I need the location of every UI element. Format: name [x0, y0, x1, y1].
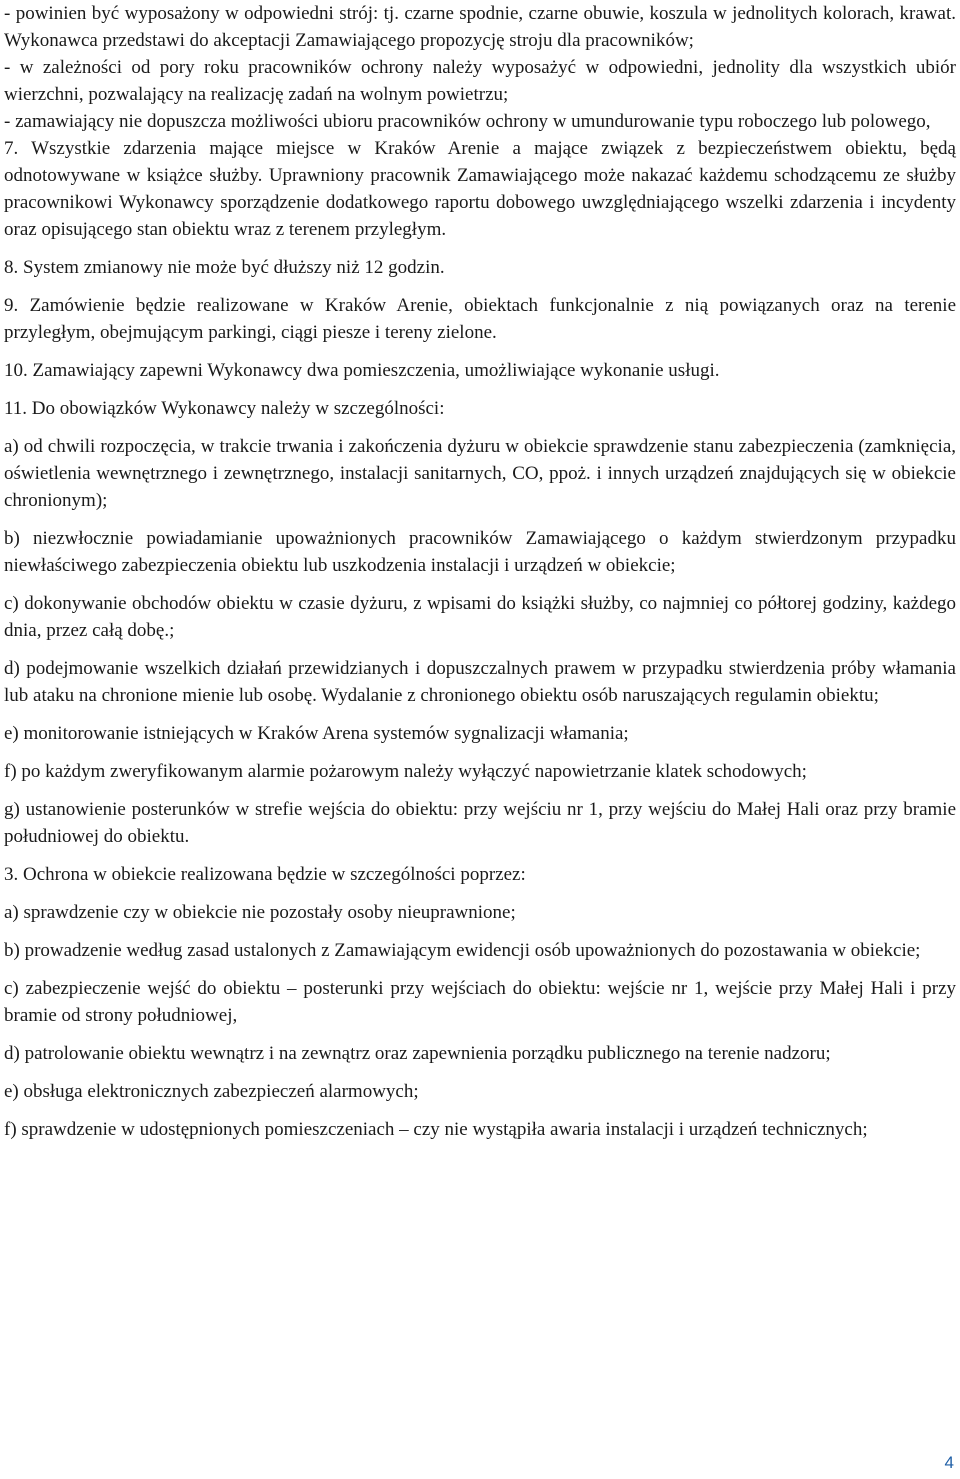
paragraph-item-3d: d) patrolowanie obiektu wewnątrz i na zewnątrz oraz zapewnienia porządku publicznego na terenie nadzoru;: [4, 1043, 831, 1064]
page-number: 4: [944, 1453, 954, 1472]
paragraph-item-7: 7. Wszystkie zdarzenia mające miejsce w Kraków Arenie a mające związek z bezpieczeństwem obiektu, będą odnotowywane w książce służby. Uprawniony pracownik Zamawiającego może nakazać każdemu schodzącemu ze służby pracownikowi Wykonawcy sporządzenie dodatkowego raportu dobowego uwzględniającego wszelki zdarzenia i incydenty oraz opisującego stan obiektu wraz z terenem przyległym.: [4, 138, 956, 240]
paragraph-item-3f: f) sprawdzenie w udostępnionych pomieszczeniach – czy nie wystąpiła awaria instalacji i urządzeń technicznych;: [4, 1119, 868, 1140]
paragraph-item-11g: g) ustanowienie posterunków w strefie wejścia do obiektu: przy wejściu nr 1, przy wejściu do Małej Hali oraz przy bramie południowej do obiektu.: [4, 799, 956, 847]
paragraph-item-11e: e) monitorowanie istniejących w Kraków Arena systemów sygnalizacji włamania;: [4, 723, 629, 744]
document-page: [4, 0, 956, 1143]
paragraph-item-9: 9. Zamówienie będzie realizowane w Kraków Arenie, obiektach funkcjonalnie z nią powiązanych oraz na terenie przyległym, obejmującym parkingi, ciągi piesze i tereny zielone.: [4, 295, 956, 343]
paragraph-item-11a: a) od chwili rozpoczęcia, w trakcie trwania i zakończenia dyżuru w obiekcie sprawdzenie stanu zabezpieczenia (zamknięcia, oświetlenia wewnętrznego i zewnętrznego, instalacji sanitarnych, CO, ppoż. i innych urządzeń znajdujących się w obiekcie chronionym);: [4, 436, 956, 511]
paragraph-seasonal-clothing: - w zależności od pory roku pracowników ochrony należy wyposażyć w odpowiedni, jednolity dla wszystkich ubiór wierzchni, pozwalający na realizację zadań na wolnym powietrzu;: [4, 57, 956, 105]
paragraph-item-11c: c) dokonywanie obchodów obiektu w czasie dyżuru, z wpisami do książki służby, co najmniej co półtorej godziny, każdego dnia, przez całą dobę.;: [4, 593, 956, 641]
paragraph-item-3a: a) sprawdzenie czy w obiekcie nie pozostały osoby nieuprawnione;: [4, 902, 516, 923]
paragraph-item-11b: b) niezwłocznie powiadamianie upoważnionych pracowników Zamawiającego o każdym stwierdzonym przypadku niewłaściwego zabezpieczenia obiektu lub uszkodzenia instalacji i urządzeń w obiekcie;: [4, 528, 956, 576]
paragraph-item-11: 11. Do obowiązków Wykonawcy należy w szczególności:: [4, 398, 445, 419]
paragraph-item-11f: f) po każdym zweryfikowanym alarmie pożarowym należy wyłączyć napowietrzanie klatek schodowych;: [4, 761, 807, 782]
paragraph-item-8: 8. System zmianowy nie może być dłuższy niż 12 godzin.: [4, 257, 445, 278]
paragraph-item-3b: b) prowadzenie według zasad ustalonych z Zamawiającym ewidencji osób upoważnionych do pozostawania w obiekcie;: [4, 940, 921, 961]
paragraph-item-3: 3. Ochrona w obiekcie realizowana będzie w szczególności poprzez:: [4, 864, 526, 885]
paragraph-item-10: 10. Zamawiający zapewni Wykonawcy dwa pomieszczenia, umożliwiające wykonanie usługi.: [4, 360, 720, 381]
paragraph-item-3c: c) zabezpieczenie wejść do obiektu – posterunki przy wejściach do obiektu: wejście nr 1, wejście przy Małej Hali i przy bramie od strony południowej,: [4, 978, 956, 1026]
paragraph-item-11d: d) podejmowanie wszelkich działań przewidzianych i dopuszczalnych prawem w przypadku stwierdzenia próby włamania lub ataku na chronione mienie lub osobę. Wydalanie z chronionego obiektu osób naruszających regulamin obiektu;: [4, 658, 956, 706]
paragraph-item-3e: e) obsługa elektronicznych zabezpieczeń alarmowych;: [4, 1081, 419, 1102]
paragraph-uniform-restriction: - zamawiający nie dopuszcza możliwości ubioru pracowników ochrony w umundurowanie typu roboczego lub polowego,: [4, 111, 931, 132]
paragraph-attire-requirement: - powinien być wyposażony w odpowiedni strój: tj. czarne spodnie, czarne obuwie, koszula w jednolitych kolorach, krawat. Wykonawca przedstawi do akceptacji Zamawiającego propozycję stroju dla pracowników;: [4, 3, 956, 51]
